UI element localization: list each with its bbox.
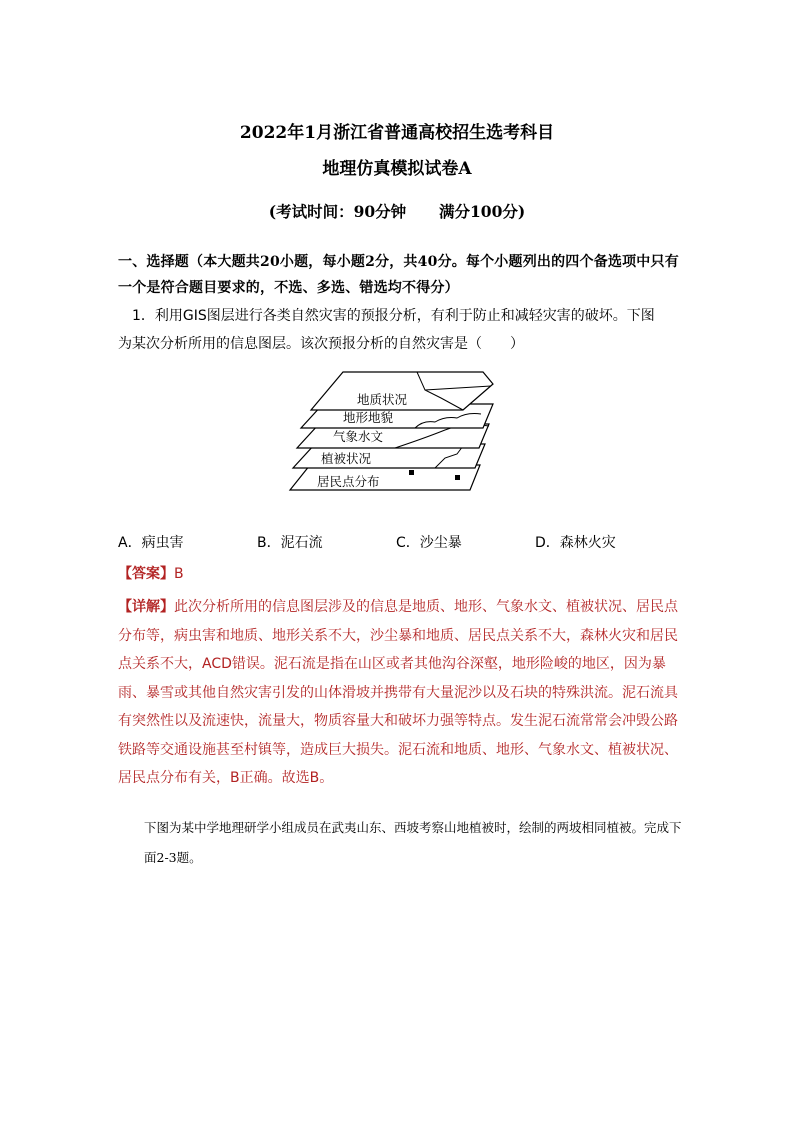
option-c: C．沙尘暴 bbox=[396, 535, 462, 551]
layer-label-vegetation: 植被状况 bbox=[321, 451, 372, 466]
settlement-dot bbox=[455, 475, 460, 480]
exam-info bbox=[0, 200, 794, 222]
detail-text: 此次分析所用的信息图层涉及的信息是地质、地形、气象水文、植被状况、居民点分布等，病虫害和地质、地形关系不大，沙尘暴和地质、居民点关系不大，森林火灾和居民点关系不大，ACD错误。泥石流是指在山区或者其他沟谷深壑，地形险峻的地区，因为暴雨、暴雪或其他自然灾害引发的山体滑坡并携带有大量泥沙以及石块的特殊洪流。泥石流具有突然性以及流速快，流量大，物质容量大和破坏力强等特点。发生泥石流常常会冲毁公路铁路等交通设施甚至村镇等，造成巨大损失。泥石流和地质、地形、气象水文、植被状况、居民点分布有关，B正确。故选B。 bbox=[118, 599, 678, 786]
detail-explanation bbox=[118, 593, 688, 793]
exam-title-line1: 2022年1月浙江省普通高校招生选考科目 bbox=[239, 123, 555, 143]
intro-questions-2-3 bbox=[118, 813, 688, 873]
option-b: B．泥石流 bbox=[257, 535, 323, 551]
intro-text: 下图为某中学地理研学小组成员在武夷山东、西坡考察山地植被时，绘制的两坡相同植被。完成下面2-3题。 bbox=[144, 820, 682, 865]
answer-line bbox=[118, 563, 184, 583]
layer-label-terrain: 地形地貌 bbox=[343, 410, 394, 425]
question-1-line2: 为某次分析所用的信息图层。该次预报分析的自然灾害是（ ） bbox=[118, 336, 524, 352]
exam-title-line2: 地理仿真模拟试卷A bbox=[322, 159, 472, 179]
section-heading: 一、选择题（本大题共20小题，每小题2分，共40分。每个小题列出的四个备选项中只有一个是符合题目要求的，不选、多选、错选均不得分） bbox=[118, 254, 679, 296]
question-1-stem bbox=[118, 302, 688, 358]
settlement-dot bbox=[409, 470, 414, 475]
layer-label-geology: 地质状况 bbox=[357, 392, 408, 407]
option-a: A．病虫害 bbox=[118, 535, 184, 551]
question-1-line1: 1．利用GIS图层进行各类自然灾害的预报分析，有利于防止和减轻灾害的破坏。下图 bbox=[132, 308, 655, 324]
question-1-options bbox=[118, 532, 688, 556]
answer-value: B bbox=[174, 566, 184, 582]
full-score: 满分100分) bbox=[439, 202, 526, 221]
detail-tag: 【详解】 bbox=[118, 599, 174, 615]
layer-label-climate: 气象水文 bbox=[333, 429, 384, 444]
layer-label-settlement: 居民点分布 bbox=[317, 474, 380, 489]
gis-layers-diagram bbox=[285, 368, 495, 518]
answer-tag: 【答案】 bbox=[118, 566, 174, 582]
exam-time: (考试时间：90分钟 bbox=[268, 202, 407, 221]
option-d: D．森林火灾 bbox=[535, 535, 616, 551]
